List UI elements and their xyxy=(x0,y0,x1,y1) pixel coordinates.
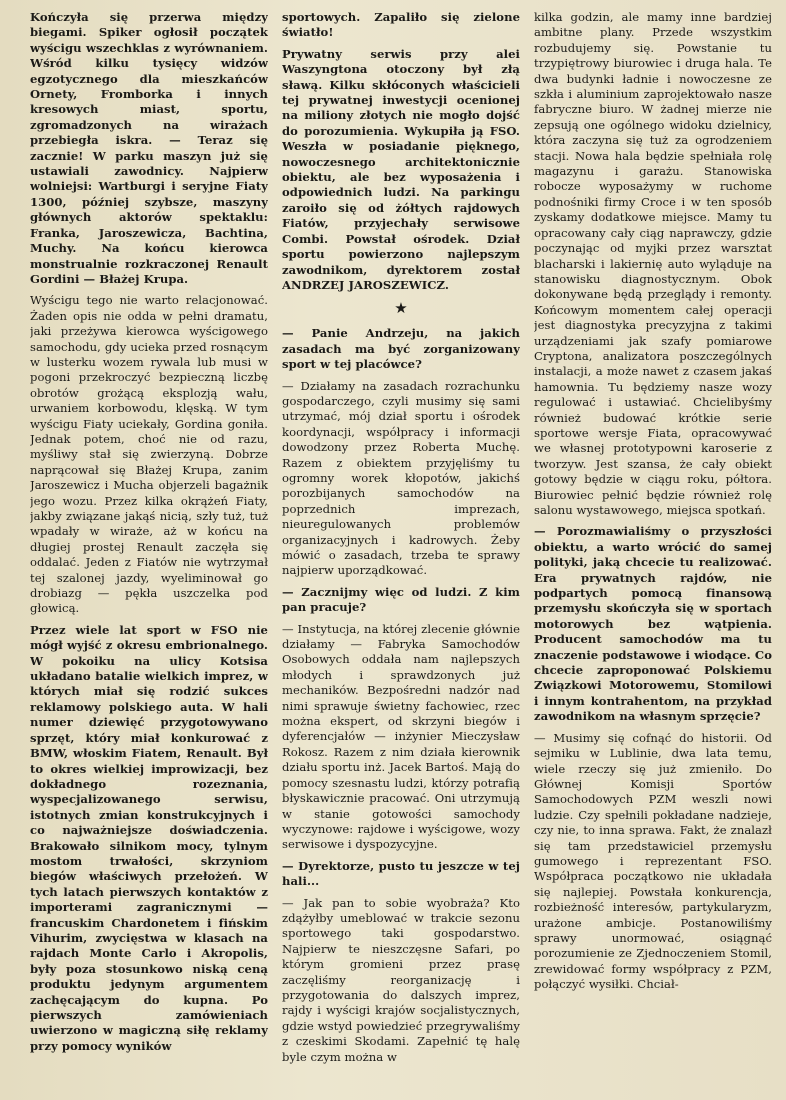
paragraph: Prywatny serwis przy alei Waszyngtona otoczony był złą sławą. Kilku skłóconych właścicieli tej prywatnej inwestycji ocenionej na miliony złotych nie mogło dojść do porozumienia. Wykupiła ją FSO. Weszła w posiadanie pięknego, nowoczesnego architektonicznie obiektu, ale bez wyposażenia i odpowiednich ludzi. Na parkingu zaroiło się od żółtych rajdowych Fiatów, przyjechały serwisowe Combi. Powstał ośrodek. Dział sportu powierzono najlepszym zawodnikom, dyrektorem został ANDRZEJ JAROSZEWICZ. xyxy=(282,46,520,292)
paragraph: sportowych. Zapaliło się zielone światło! xyxy=(282,10,520,40)
interview-answer: — Musimy się cofnąć do historii. Od sejmiku w Lublinie, dwa lata temu, wiele rzeczy się już zmieniło. Do Głównej Komisji Sportów Samochodowych PZM weszli nowi ludzie. Czy spełnili pokładane nadzieje, czy nie, to inna sprawa. Fakt, że znalazł się tam przedstawiciel przemysłu gumowego i reprezentant FSO. Współpraca początkowo nie układała się najlepiej. Powstała konkurencja, rozbieżność interesów, partykularyzm, urażone ambicje. Postanowiliśmy sprawy unormować, osiągnąć porozumienie ze Zjednoczeniem Stomil, zrewidować formy współpracy z PZM, połączyć wysiłki. Chciał- xyxy=(534,730,772,992)
interview-answer: — Działamy na zasadach rozrachunku gospodarczego, czyli musimy się sami utrzymać, mój dział sportu i ośrodek koordynacji, współpracy i informacji dowodzony przez Roberta Muchę. Razem z obiektem przyjęliśmy tu ogromny worek kłopotów, jakichś porozbijanych samochodów na poprzednich imprezach, nieuregulowanych problemów organizacyjnych i kadrowych. Żeby mówić o zasadach, trzeba te sprawy najpierw uporządkować. xyxy=(282,378,520,578)
interview-answer: kilka godzin, ale mamy inne bardziej ambitne plany. Przede wszystkim rozbudujemy się. Powstanie tu trzypiętrowy biurowiec i druga hala. Te dwa budynki ładnie i nowoczesne ze szkła i aluminium zaprojektowało nasze fabryczne biuro. W żadnej mierze nie zepsują one ogólnego widoku dzielnicy, która zaczyna się tuż za ogrodzeniem stacji. Nowa hala będzie spełniała rolę magazynu i garażu. Stanowiska robocze wyposażymy w ruchome podnośniki firmy Croce i w ten sposób zyskamy dodatkowe miejsce. Mamy tu opracowany cały ciąg naprawczy, gdzie poczynając od myjki przez warsztat blacharski i lakiernię auto wyląduje na stanowisku diagnostycznym. Obok dokonywane będą przeglądy i remonty. Końcowym momentem całej operacji jest diagnostyka precyzyjna z takimi urządzeniami jak szafy pomiarowe Cryptona, analizatora poszczególnych instalacji, a może nawet z czasem jakaś hamownia. Tu będziemy nasze wozy regulować i ustawiać. Chcielibyśmy również budować krótkie serie sportowe wersje Fiata, opracowywać we własnej prototypowni karoserie z tworzyw. Jest szansa, że cały obiekt gotowy będzie w ciągu roku, półtora. Biurowiec pełnić będzie również rolę salonu wystawowego, miejsca spotkań. xyxy=(534,10,772,517)
paragraph: Kończyła się przerwa między biegami. Spiker ogłosił początek wyścigu wszechklas z wyrównaniem. Wśród kilku tysięcy widzów egzotycznego dla mieszkańców Ornety, Fromborka i innych kresowych miast, sportu, zgromadzonych na wirażach przebiegła iskra. — Teraz się zacznie! W parku maszyn już się ustawiali zawodnicy. Najpierw wolniejsi: Wartburgi i seryjne Fiaty 1300, później szybsze, maszyny głównych aktorów spektaklu: Franka, Jaroszewicza, Bachtina, Muchy. Na końcu kierowca monstrualnie rozkraczonej Renault Gordini — Błażej Krupa. xyxy=(30,10,268,286)
column-3 xyxy=(534,10,772,1100)
interview-question: — Zacznijmy więc od ludzi. Z kim pan pracuje? xyxy=(282,584,520,615)
interview-question: — Panie Andrzeju, na jakich zasadach ma być zorganizowany sport w tej placówce? xyxy=(282,326,520,372)
paragraph: Wyścigu tego nie warto relacjonować. Żaden opis nie odda w pełni dramatu, jaki przeżywa kierowca wyścigowego samochodu, gdy ucieka przed rosnącym w lusterku wozem rywala lub musi w pogoni przekroczyć bezpieczną liczbę obrotów grożącą eksplozją wału, urwaniem korbowodu, klęską. W tym wyścigu Fiaty uciekały, Gordina goniła. Jednak potem, choć nie od razu, myśliwy stał się zwierzyną. Dobrze naprącował się Błażej Krupa, zanim Jaroszewicz i Mucha objerzeli bagażnik jego wozu. Przez kilka okrążeń Fiaty, jakby związane jakąś nicią, szły tuż, tuż wpadały w wiraże, aż w końcu na długiej prostej Renault zaczęła się oddalać. Jeden z Fiatów nie wytrzymał tej szalonej jazdy, wyeliminował go drobiazg — pękła uszczelka pod głowicą. xyxy=(30,293,268,616)
column-2 xyxy=(282,10,520,1100)
article-columns xyxy=(30,10,772,1100)
star-separator-icon: ★ xyxy=(394,299,408,318)
interview-answer: — Instytucja, na której zlecenie głównie działamy — Fabryka Samochodów Osobowych oddała nam najlepszych młodych i sprawdzonych już mechaników. Bezpośredni nadzór nad nimi sprawuje świetny fachowiec, rzec można ekspert, od skrzyni biegów i dyferencjałów — inżynier Mieczysław Rokosz. Razem z nim działa kierownik działu sportu inż. Jacek Bartoś. Mają do pomocy szesnastu ludzi, którzy potrafią błyskawicznie pracować. Oni utrzymują w stanie gotowości samochody wyczynowe: rajdowe i wyścigowe, wozy serwisowe i dyspozycyjne. xyxy=(282,621,520,852)
column-1 xyxy=(30,10,268,1100)
interview-answer: — Jak pan to sobie wyobraża? Kto zdążyłby umeblować w trakcie sezonu sportowego taki gospodarstwo. Najpierw te nieszczęsne Safari, po którym gromieni przez prasę zaczęliśmy reorganizację i przygotowania do dalszych imprez, rajdy i wyścigi krajów socjalistycznych, gdzie wstyd powiedzieć przegrywaliśmy z czeskimi Skodami. Zapełnić tę halę byle czym można w xyxy=(282,895,520,1064)
paragraph: Przez wiele lat sport w FSO nie mógł wyjść z okresu embrionalnego. W pokoiku na ulicy Kotsisa układano batalie wielkich imprez, w których miał się rodzić sukces reklamowy polskiego auta. W hali numer dziewięć przygotowywano sprzęt, który miał konkurować z BMW, włoskim Fiatem, Renault. Był to okres wielkiej improwizacji, bez dokładnego rozeznania, wyspecjalizowanego serwisu, istotnych zmian konstrukcyjnych i co najważniejsze doświadczenia. Brakowało silnikom mocy, tylnym mostom trwałości, skrzyniom biegów właściwych przełożeń. W tych latach pierwszych kontaktów z importerami zagranicznymi — francuskim Chardonetem i fińskim Vihurim, zwycięstwa w klasach na rajdach Monte Carlo i Akropolis, były poza stosunkowo niską ceną produktu jedynym argumentem zachęcającym do kupna. Po pierwszych zamówieniach uwierzono w magiczną siłę reklamy przy pomocy wyników xyxy=(30,622,268,1053)
interview-question: — Dyrektorze, pusto tu jeszcze w tej hali... xyxy=(282,858,520,889)
interview-question: — Porozmawialiśmy o przyszłości obiektu, a warto wrócić do samej polityki, jaką chcecie tu realizować. Era prywatnych rajdów, nie podpartych pomocą finansową przemysłu skończyła się w sportach motorowych bez wątpienia. Producent samochodów ma tu znaczenie podstawowe i wiodące. Co chcecie zaproponować Polskiemu Związkowi Motorowemu, Stomilowi i innym kontrahentom, na przykład zawodnikom na własnym sprzęcie? xyxy=(534,524,772,724)
